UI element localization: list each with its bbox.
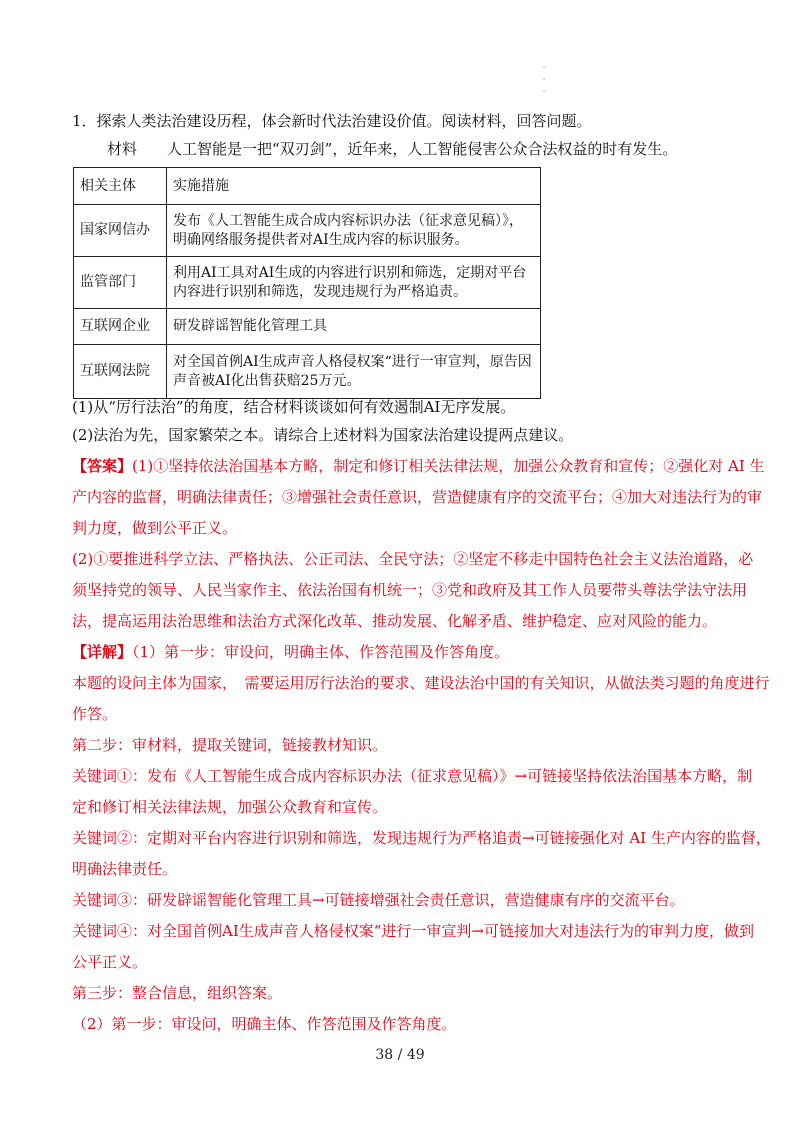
page-current: 38 — [375, 1047, 394, 1063]
table-cell-subject: 监管部门 — [74, 257, 167, 309]
detail-line — [72, 642, 732, 662]
answer-line: 产内容的监督，明确法律责任；③增强社会责任意识，营造健康有序的交流平台；④加大对违法行为的审 — [72, 488, 763, 506]
sub-question-1: (1)从“厉行法治”的角度，结合材料谈谈如何有效遏制AI无序发展。 — [72, 398, 516, 416]
answer-line: (2)①要推进科学立法、严格执法、公正司法、全民守法；②坚定不移走中国特色社会主义法治道路，必 — [72, 550, 754, 568]
answer-text: (1)①坚持依法治国基本方略，制定和修订相关法律法规，加强公众教育和宣传；②强化对 AI 生 — [132, 457, 765, 475]
material-line — [107, 139, 767, 159]
keyword-line: 定和修订相关法律法规，加强公众教育和宣传。 — [72, 798, 388, 816]
answer-line: 法，提高运用法治思维和法治方式深化改革、推动发展、化解矛盾、维护稳定、应对风险的能力。 — [72, 612, 718, 630]
page-number — [0, 1047, 800, 1063]
table-cell-measure: 研发辟谣智能化管理工具 — [167, 309, 541, 345]
table-header-row — [74, 168, 541, 205]
corner-dots: · · · — [542, 63, 546, 96]
keyword-line: 关键词②：定期对平台内容进行识别和筛选，发现违规行为严格追责→可链接强化对 AI 生产内容的监督， — [72, 829, 771, 847]
measures-table — [73, 167, 541, 399]
keyword-line: 明确法律责任。 — [72, 860, 178, 878]
detail-line: 第二步：审材料，提取关键词，链接教材知识。 — [72, 736, 388, 754]
table-cell-measure: 利用AI工具对AI生成的内容进行识别和筛选，定期对平台内容进行识别和筛选，发现违规行为严格追责。 — [167, 257, 541, 309]
answer-line: 判力度，做到公平正义。 — [72, 519, 238, 537]
table-header-cell: 相关主体 — [74, 168, 167, 205]
answer-line: 须坚持党的领导、人民当家作主、依法治国有机统一；③党和政府及其工作人员要带头尊法学法守法用 — [72, 581, 748, 599]
detail-line: 作答。 — [72, 705, 118, 723]
sub-question-2: (2)法治为先，国家繁荣之本。请综合上述材料为国家法治建设提两点建议。 — [72, 426, 574, 444]
page-total: 49 — [406, 1047, 425, 1063]
keyword-line: 关键词①：发布《人工智能生成合成内容标识办法（征求意见稿）》→可链接坚持依法治国基本方略，制 — [72, 767, 753, 785]
table-cell-measure: 对全国首例AI生成声音人格侵权案“进行一审宣判，原告因声音被AI化出售获赔25万元。 — [167, 345, 541, 399]
keyword-line: 公平正义。 — [72, 953, 148, 971]
page-separator: / — [397, 1047, 403, 1063]
detail-tag: 【详解】 — [72, 643, 133, 661]
table-header-cell: 实施措施 — [167, 168, 541, 205]
table-cell-subject: 国家网信办 — [74, 205, 167, 257]
question-title: 1．探索人类法治建设历程，体会新时代法治建设价值。阅读材料，回答问题。 — [72, 112, 592, 130]
answer-tag: 【答案】 — [72, 457, 133, 475]
detail-line: 第三步：整合信息，组织答案。 — [72, 984, 283, 1002]
detail-line: 本题的设问主体为国家， 需要运用厉行法治的要求、建设法治中国的有关知识，从做法类习题的角度进行 — [72, 674, 770, 692]
table-cell-subject: 互联网法院 — [74, 345, 167, 399]
material-text: 人工智能是一把“双刃剑”，近年来，人工智能侵害公众合法权益的时有发生。 — [167, 140, 678, 158]
keyword-line: 关键词③：研发辟谣智能化管理工具→可链接增强社会责任意识，营造健康有序的交流平台。 — [72, 891, 685, 909]
table-row — [74, 345, 541, 399]
detail-text: （1）第一步：审设问，明确主体、作答范围及作答角度。 — [132, 643, 510, 661]
material-label: 材料 — [107, 140, 138, 158]
table-row — [74, 309, 541, 345]
answer-line — [72, 456, 765, 476]
table-row — [74, 257, 541, 309]
detail-line: （2）第一步：审设问，明确主体、作答范围及作答角度。 — [72, 1015, 457, 1033]
table-cell-measure: 发布《人工智能生成合成内容标识办法（征求意见稿）》，明确网络服务提供者对AI生成内容的标识服务。 — [167, 205, 541, 257]
table-cell-subject: 互联网企业 — [74, 309, 167, 345]
keyword-line: 关键词④：对全国首例AI生成声音人格侵权案“进行一审宣判→可链接加大对违法行为的审判力度，做到 — [72, 922, 754, 940]
table-row — [74, 205, 541, 257]
